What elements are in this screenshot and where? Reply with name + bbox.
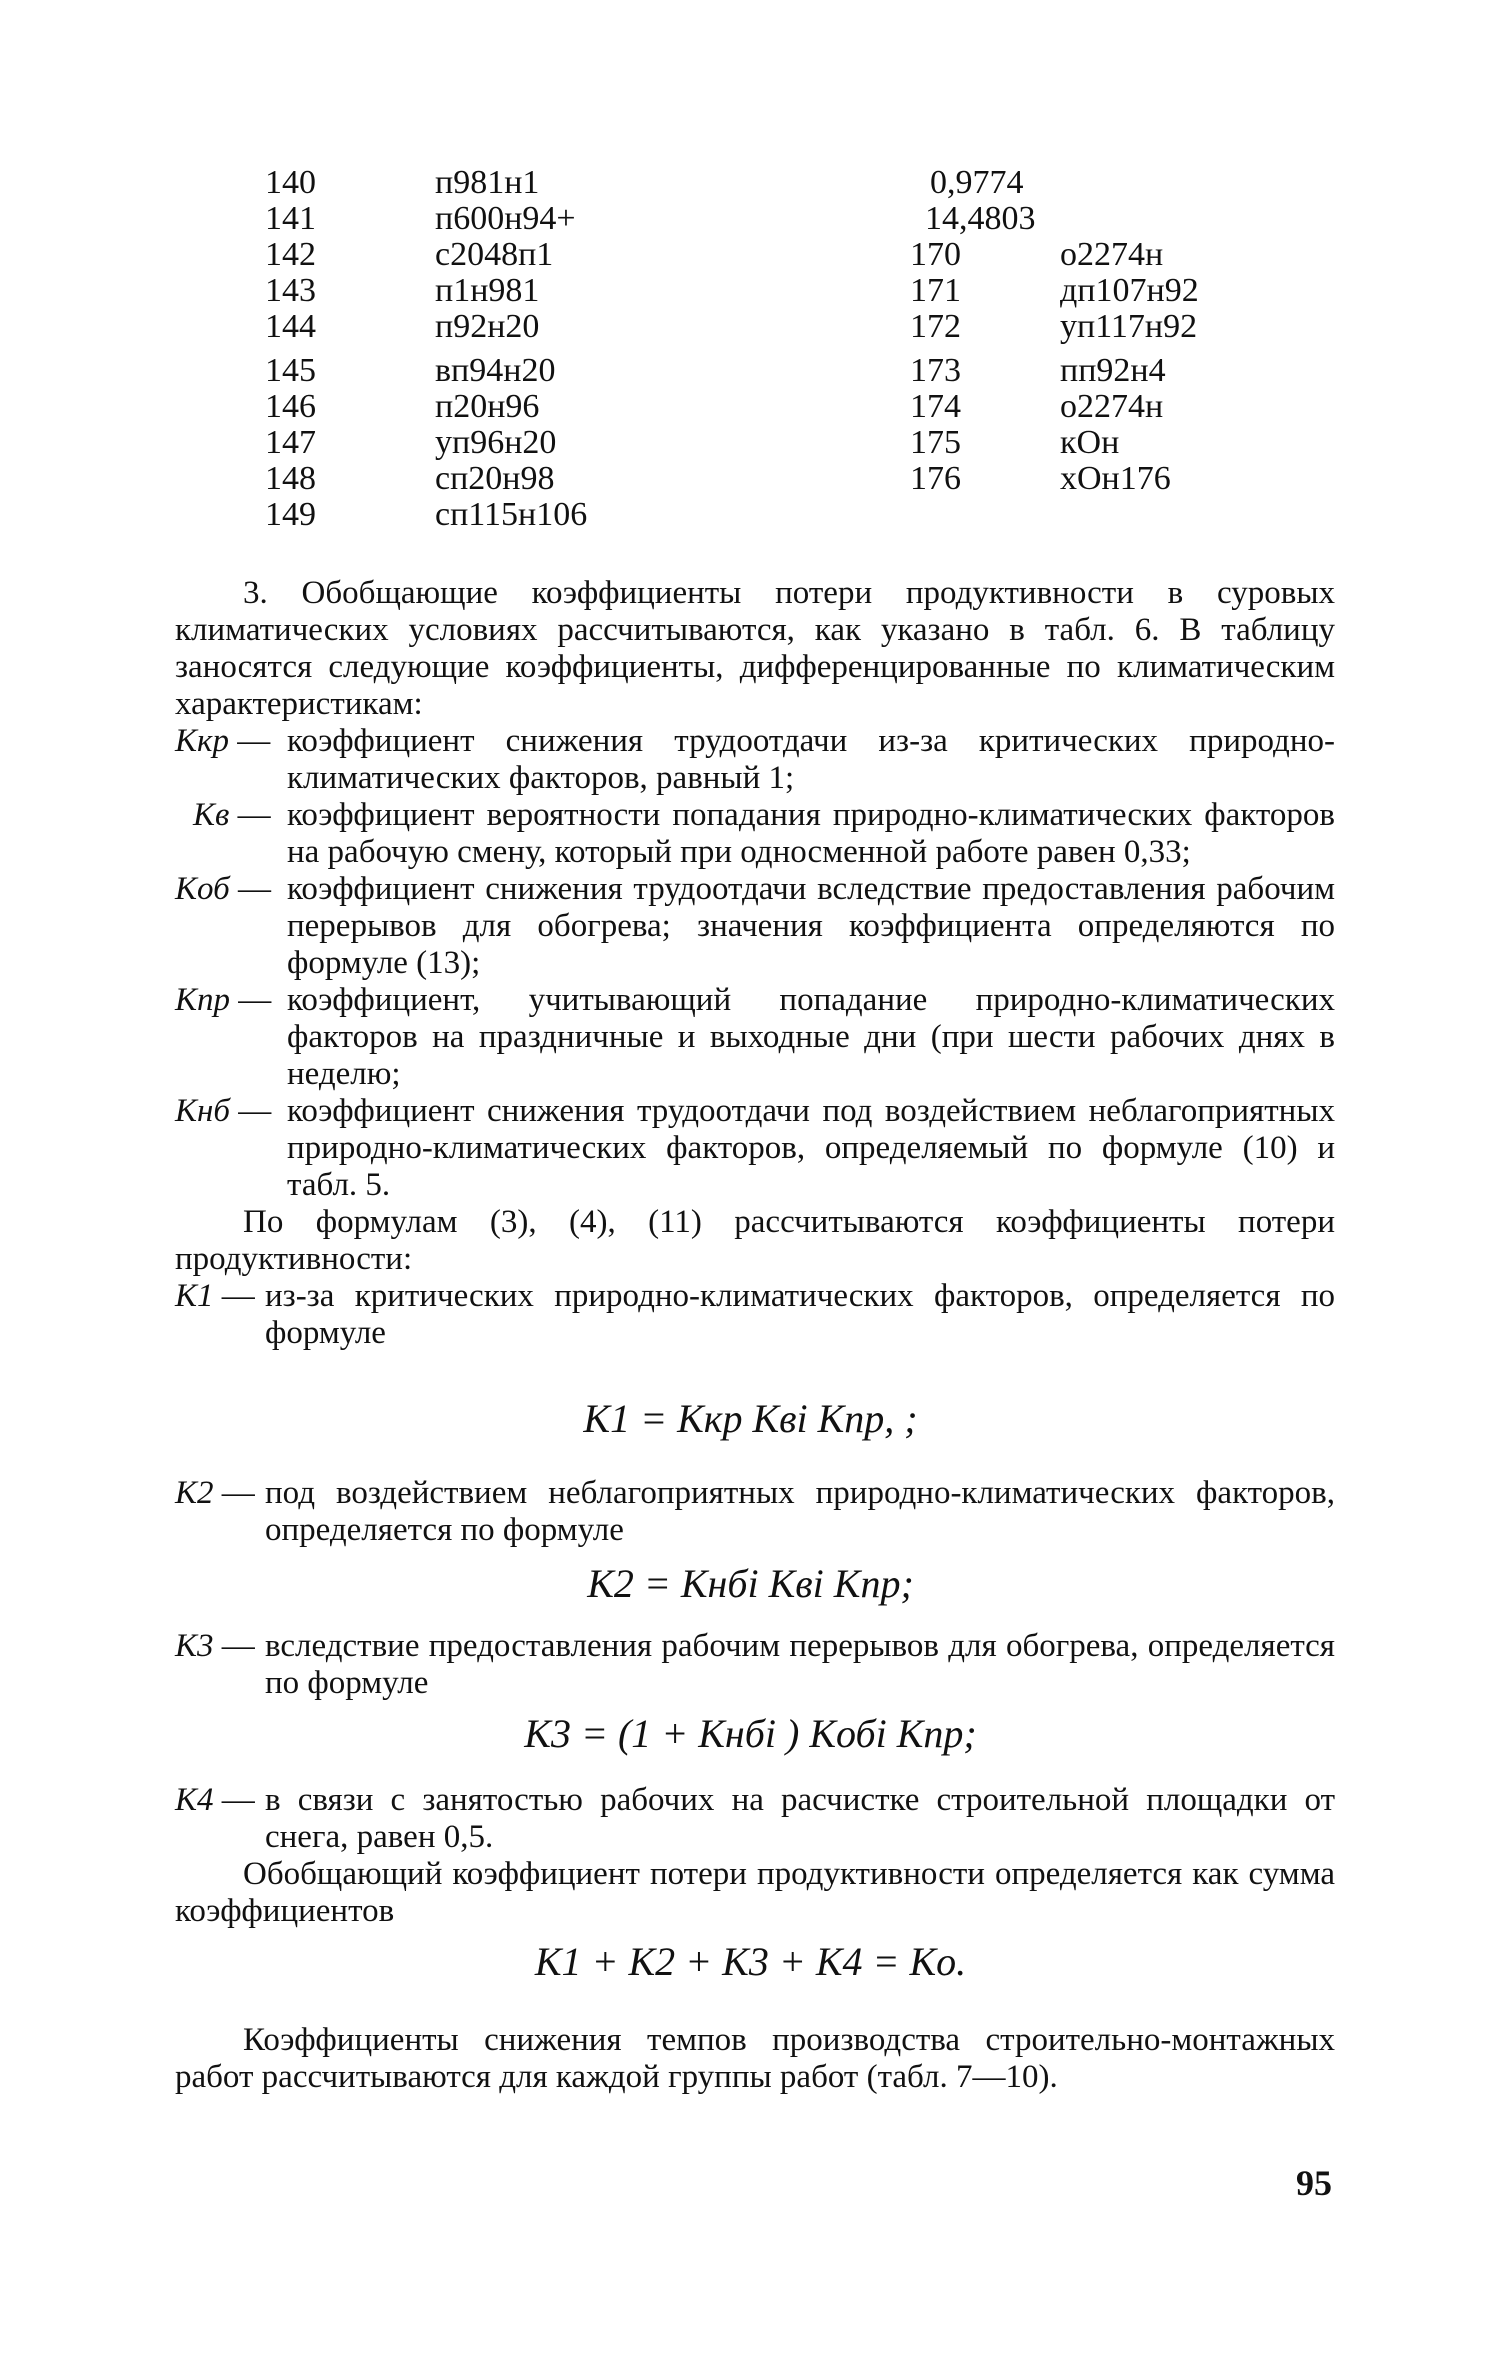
definition-text: под воздействием неблагоприятных природно-климатических факторов, определяется по формуле (265, 1475, 1335, 1548)
definition-text: коэффициент, учитывающий попадание природно-климатических факторов на праздничные и выходные дни (при шести рабочих днях в неделю; (287, 982, 1335, 1092)
row-number: 141 (265, 200, 316, 237)
paragraph-sum: Обобщающий коэффициент потери продуктивности определяется как сумма коэффициентов (175, 1856, 1335, 1929)
row-number: 149 (265, 496, 316, 533)
row-code: о2274н (1060, 236, 1164, 273)
definition-kob (175, 871, 1335, 982)
row-number: 170 (910, 236, 961, 273)
row-number: 171 (910, 272, 961, 309)
paragraph-closing: Коэффициенты снижения темпов производства строительно-монтажных работ рассчитываются для каждой группы работ (табл. 7—10). (175, 2022, 1335, 2095)
definition-term: K1 — (175, 1278, 255, 1314)
row-number: 143 (265, 272, 316, 309)
row-number: 148 (265, 460, 316, 497)
definition-kv (175, 797, 1335, 871)
definition-text: коэффициент снижения трудоотдачи из-за критических природно-климатических факторов, равный 1; (287, 723, 1335, 796)
row-number: 145 (265, 352, 316, 389)
row-value: 14,4803 (925, 200, 1036, 237)
text-block-1 (175, 575, 1335, 1352)
definition-k3 (175, 1628, 1335, 1702)
paragraph-formulas: По формулам (3), (4), (11) рассчитываются коэффициенты потери продуктивности: (175, 1204, 1335, 1277)
row-number: 176 (910, 460, 961, 497)
row-code: п92н20 (435, 308, 540, 345)
row-code: кОн (1060, 424, 1120, 461)
definition-text: коэффициент снижения трудоотдачи вследствие предоставления рабочим перерывов для обогрева; значения коэффициента определяются по формуле (13); (287, 871, 1335, 981)
row-code: сп115н106 (435, 496, 588, 533)
row-code: п600н94+ (435, 200, 576, 237)
text-block-2 (175, 1475, 1335, 1549)
row-code: п1н981 (435, 272, 540, 309)
definition-kkr (175, 723, 1335, 797)
formula-k1: K1 = Kкр Kвi Kпр, ; (583, 1396, 918, 1441)
definition-text: коэффициент снижения трудоотдачи под воздействием неблагоприятных природно-климатических факторов, определяемый по формуле (10) и табл. 5. (287, 1093, 1335, 1203)
definition-term: K3 — (175, 1628, 255, 1664)
row-code: п20н96 (435, 388, 540, 425)
row-code: вп94н20 (435, 352, 556, 389)
definition-term: Kв — (193, 797, 271, 833)
row-code: хОн176 (1060, 460, 1171, 497)
definition-term: Kоб — (175, 871, 271, 907)
row-number: 174 (910, 388, 961, 425)
row-code: о2274н (1060, 388, 1164, 425)
definition-k4 (175, 1782, 1335, 1856)
row-number: 147 (265, 424, 316, 461)
definition-term: K4 — (175, 1782, 255, 1818)
row-code: дп107н92 (1060, 272, 1199, 309)
paragraph-intro: 3. Обобщающие коэффициенты потери продуктивности в суровых климатических условиях рассчитываются, как указано в табл. 6. В таблицу заносятся следующие коэффициенты, дифференцированные по климатическим характеристикам: (175, 575, 1335, 722)
text-block-4 (175, 1782, 1335, 1930)
definition-text: в связи с занятостью рабочих на расчистке строительной площадки от снега, равен 0,5. (265, 1782, 1335, 1855)
row-code: уп117н92 (1060, 308, 1198, 345)
row-code: уп96н20 (435, 424, 557, 461)
row-code: с2048п1 (435, 236, 554, 273)
definition-term: Kнб — (175, 1093, 272, 1129)
row-value: 0,9774 (930, 164, 1024, 201)
definition-text: из-за критических природно-климатических факторов, определяется по формуле (265, 1278, 1335, 1351)
row-number: 144 (265, 308, 316, 345)
definition-k2 (175, 1475, 1335, 1549)
row-code: п981н1 (435, 164, 540, 201)
definition-knb (175, 1093, 1335, 1204)
definition-text: коэффициент вероятности попадания природно-климатических факторов на рабочую смену, который при односменной работе равен 0,33; (287, 797, 1335, 870)
row-number: 173 (910, 352, 961, 389)
row-number: 142 (265, 236, 316, 273)
row-number: 172 (910, 308, 961, 345)
text-block-3 (175, 1628, 1335, 1702)
formula-ko: K1 + K2 + K3 + K4 = Ko. (534, 1939, 967, 1984)
page-number: 95 (1296, 2163, 1332, 2203)
row-number: 146 (265, 388, 316, 425)
definition-k1 (175, 1278, 1335, 1352)
definition-term: Kкр — (175, 723, 271, 759)
row-number: 175 (910, 424, 961, 461)
definition-kpr (175, 982, 1335, 1093)
row-code: пп92н4 (1060, 352, 1166, 389)
formula-k2: K2 = Kнбi Kвi Kпр; (587, 1561, 914, 1606)
text-block-5 (175, 2022, 1335, 2096)
row-number: 140 (265, 164, 316, 201)
definition-term: Kпр — (175, 982, 272, 1018)
formula-k3: K3 = (1 + Kнбi ) Kобi Kпр; (524, 1711, 977, 1756)
definition-text: вследствие предоставления рабочим перерывов для обогрева, определяется по формуле (265, 1628, 1335, 1701)
definition-term: K2 — (175, 1475, 255, 1511)
row-code: сп20н98 (435, 460, 555, 497)
